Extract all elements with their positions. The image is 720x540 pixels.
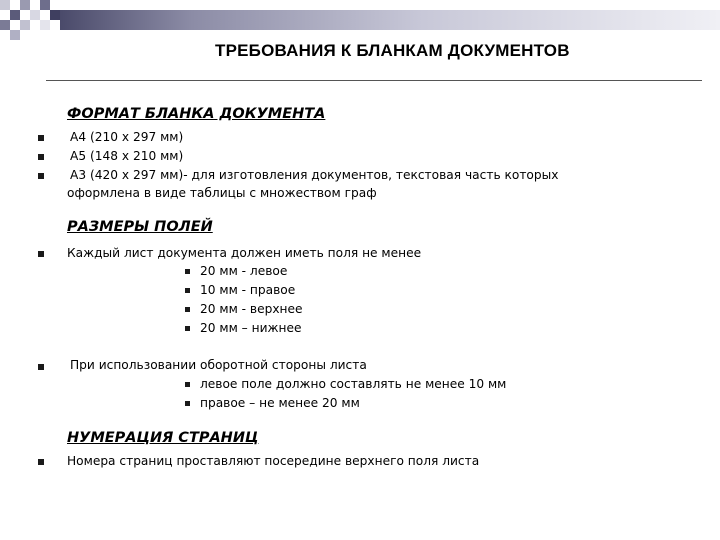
numbering-item: Номера страниц проставляют посередине верхнего поля листа xyxy=(67,454,480,468)
deco-square xyxy=(50,10,60,20)
sub-bullet-marker xyxy=(185,269,190,274)
margin-left: 20 мм - левое xyxy=(200,264,288,278)
title-divider xyxy=(46,80,702,81)
deco-square xyxy=(10,10,20,20)
sub-bullet-marker xyxy=(185,288,190,293)
section-heading-numbering: НУМЕРАЦИЯ СТРАНИЦ xyxy=(67,430,259,446)
bullet-marker xyxy=(38,459,44,465)
format-item-a5: А5 (148 x 210 мм) xyxy=(70,149,184,163)
margin-bottom: 20 мм – нижнее xyxy=(200,321,302,335)
reverse-side-right: правое – не менее 20 мм xyxy=(200,396,360,410)
deco-square xyxy=(20,0,30,10)
deco-square xyxy=(10,30,20,40)
margins-intro: Каждый лист документа должен иметь поля не менее xyxy=(67,246,422,260)
reverse-side-left: левое поле должно составлять не менее 10 мм xyxy=(200,377,507,391)
deco-square xyxy=(0,20,10,30)
sub-bullet-marker xyxy=(185,382,190,387)
sub-bullet-marker xyxy=(185,326,190,331)
section-heading-format: ФОРМАТ БЛАНКА ДОКУМЕНТА xyxy=(67,106,326,122)
slide-title: ТРЕБОВАНИЯ К БЛАНКАМ ДОКУМЕНТОВ xyxy=(215,41,570,60)
sub-bullet-marker xyxy=(185,307,190,312)
bullet-marker xyxy=(38,154,44,160)
bullet-marker xyxy=(38,173,44,179)
format-item-a3-continued: оформлена в виде таблицы с множеством граф xyxy=(67,186,377,200)
deco-square xyxy=(30,10,40,20)
bullet-marker xyxy=(38,251,44,257)
section-heading-margins: РАЗМЕРЫ ПОЛЕЙ xyxy=(67,219,213,235)
deco-square xyxy=(20,20,30,30)
margin-right: 10 мм - правое xyxy=(200,283,296,297)
bullet-marker xyxy=(38,364,44,370)
deco-square xyxy=(40,20,50,30)
header-band xyxy=(60,10,720,30)
deco-square xyxy=(0,0,10,10)
deco-square xyxy=(40,0,50,10)
margin-top: 20 мм - верхнее xyxy=(200,302,303,316)
format-item-a3: А3 (420 x 297 мм)- для изготовления документов, текстовая часть которых xyxy=(70,168,559,182)
format-item-a4: A4 (210 x 297 мм) xyxy=(70,130,184,144)
reverse-side-intro: При использовании оборотной стороны листа xyxy=(70,358,367,372)
bullet-marker xyxy=(38,135,44,141)
sub-bullet-marker xyxy=(185,401,190,406)
